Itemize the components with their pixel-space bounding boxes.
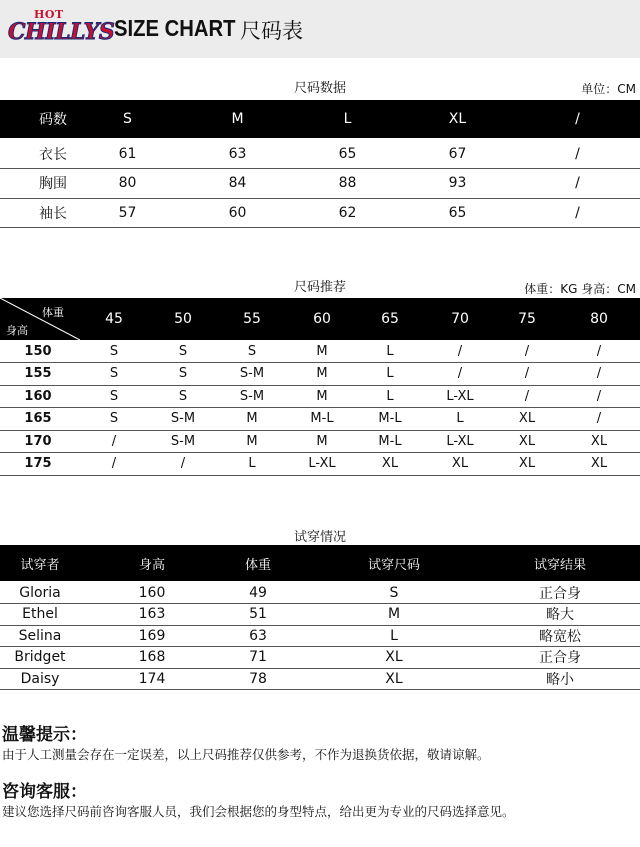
recommend-size-cell: XL (518, 411, 536, 426)
size-data-header-cell: L (343, 111, 352, 127)
fitting-cell: 略大 (546, 607, 574, 623)
recommend-size-cell: / (457, 343, 463, 359)
fitting-cell: 169 (138, 627, 166, 644)
height-cell: 160 (24, 388, 52, 404)
tip-title: 温馨提示： (2, 725, 87, 745)
recommend-size-cell: L-XL (446, 388, 474, 404)
size-data-header-cell: 码数 (39, 112, 67, 128)
recommend-size-cell: S-M (170, 433, 196, 449)
recommend-size-cell: S (109, 366, 119, 381)
size-data-row (0, 198, 640, 228)
recommend-size-cell: / (180, 456, 186, 471)
recommend-size-cell: / (111, 456, 117, 471)
fitting-cell: 正合身 (539, 650, 581, 666)
recommend-size-cell: M-L (378, 411, 402, 426)
height-cell: 175 (24, 456, 52, 471)
fitting-cell: Daisy (20, 670, 60, 687)
recommend-size-cell: M (246, 411, 258, 426)
fitting-cell: XL (385, 670, 403, 687)
recommend-size-cell: / (524, 343, 530, 359)
weight-header-cell: 80 (590, 311, 608, 327)
recommend-size-cell: / (457, 366, 463, 381)
fitting-row (0, 582, 640, 604)
fitting-cell: S (389, 584, 399, 601)
logo-top-text: HOT (34, 8, 64, 21)
recommend-size-cell: S (178, 388, 188, 404)
recommend-row (0, 385, 640, 408)
header-bar (0, 0, 640, 58)
fitting-cell: Bridget (14, 649, 66, 665)
recommend-size-cell: M (316, 343, 328, 359)
fitting-cell: 71 (249, 649, 267, 665)
recommend-size-cell: S (178, 366, 188, 381)
recommend-size-cell: S-M (170, 411, 196, 426)
recommend-size-cell: / (596, 343, 602, 359)
recommend-corner-cell (0, 298, 80, 340)
recommend-size-cell: XL (518, 456, 536, 471)
fitting-cell: 略小 (546, 671, 574, 688)
recommend-size-cell: S-M (239, 388, 265, 404)
height-cell: 165 (24, 411, 52, 426)
recommend-size-cell: L (248, 456, 256, 471)
fitting-cell: L (390, 627, 398, 644)
fitting-cell: Gloria (19, 584, 61, 601)
service-text: 建议您选择尺码前咨询客服人员，我们会根据您的身型特点，给出更为专业的尺码选择意见。 (2, 804, 515, 819)
recommend-size-cell: M (316, 388, 328, 404)
recommend-size-cell: / (524, 366, 530, 381)
fitting-cell: Ethel (22, 606, 58, 622)
size-data-cell: 84 (228, 175, 247, 191)
fitting-caption: 试穿情况 (293, 530, 346, 545)
recommend-size-cell: M (316, 366, 328, 381)
recommend-size-cell: XL (518, 433, 536, 449)
size-data-row (0, 169, 640, 199)
recommend-size-cell: S-M (239, 366, 265, 381)
fitting-header-cell: 体重 (244, 557, 271, 573)
recommend-size-cell: / (524, 388, 530, 404)
size-data-header-row (0, 100, 640, 138)
size-data-cell: 65 (338, 145, 357, 162)
fitting-header-cell: 身高 (138, 557, 165, 573)
fitting-row (0, 647, 640, 669)
fitting-row (0, 668, 640, 690)
height-cell: 155 (24, 366, 52, 381)
brand-logo (8, 8, 115, 50)
recommend-size-cell: S (109, 411, 119, 426)
recommend-size-cell: L (386, 343, 394, 359)
size-data-header-cell: XL (448, 111, 467, 127)
recommend-size-cell: M-L (310, 411, 334, 426)
tip-text: 由于人工测量会存在一定误差，以上尺码推荐仅供参考，不作为退换货依据，敬请谅解。 (2, 747, 490, 762)
size-data-cell: 93 (448, 175, 467, 191)
recommend-size-cell: / (596, 388, 602, 404)
service-title: 咨询客服： (2, 782, 87, 802)
recommend-size-cell: L-XL (446, 433, 474, 449)
corner-weight-label: 体重 (42, 306, 64, 319)
size-data-cell: 65 (448, 204, 467, 221)
recommend-size-cell: / (596, 366, 602, 381)
size-data-cell: / (575, 145, 580, 162)
recommend-size-cell: M-L (378, 433, 402, 449)
fitting-cell: 略宽松 (539, 628, 581, 645)
fitting-cell: 78 (249, 670, 267, 687)
size-data-cell: 80 (118, 175, 137, 191)
size-data-cell: 67 (448, 145, 467, 162)
recommend-header-row (0, 298, 640, 340)
recommend-size-cell: M (246, 433, 258, 449)
size-data-cell: 63 (228, 145, 247, 162)
recommend-size-cell: S (178, 343, 188, 359)
recommend-size-cell: L (456, 411, 464, 426)
recommend-row (0, 340, 640, 363)
fitting-cell: 160 (138, 584, 166, 601)
size-data-unit: 单位：CM (581, 82, 636, 96)
fitting-cell: 163 (138, 606, 166, 622)
recommend-row (0, 430, 640, 453)
fitting-row (0, 604, 640, 626)
fitting-row (0, 625, 640, 647)
size-data-header-cell: / (575, 111, 580, 127)
size-data-cell: 62 (338, 204, 357, 221)
weight-header-cell: 50 (174, 311, 192, 327)
page-title-zh: 尺码表 (240, 19, 303, 43)
recommend-size-cell: M (316, 433, 328, 449)
corner-height-label: 身高 (6, 324, 28, 337)
size-data-header-cell: M (231, 111, 244, 127)
recommend-size-cell: L (386, 388, 394, 404)
recommend-size-cell: L-XL (308, 456, 336, 471)
recommend-size-cell: S (247, 343, 257, 359)
size-data-cell: 胸围 (39, 176, 67, 192)
size-data-cell: 60 (228, 204, 247, 221)
recommend-row (0, 408, 640, 431)
height-cell: 150 (24, 343, 52, 359)
weight-header-cell: 55 (243, 311, 261, 327)
size-data-caption: 尺码数据 (293, 81, 346, 96)
recommend-size-cell: S (109, 343, 119, 359)
fitting-header-row (0, 545, 640, 581)
weight-header-cell: 75 (518, 311, 536, 327)
fitting-cell: 正合身 (539, 585, 581, 602)
recommend-size-cell: XL (451, 456, 469, 471)
size-data-cell: 61 (118, 145, 137, 162)
fitting-header-cell: 试穿结果 (533, 557, 586, 573)
height-cell: 170 (24, 433, 52, 449)
page-title-en: SIZE CHART (114, 15, 236, 41)
size-data-cell: / (575, 204, 580, 221)
fitting-cell: 168 (138, 649, 166, 665)
fitting-cell: XL (385, 649, 403, 665)
recommend-size-cell: XL (590, 456, 608, 471)
fitting-cell: 49 (249, 584, 267, 601)
recommend-row (0, 453, 640, 476)
size-data-cell: / (575, 175, 580, 191)
fitting-cell: 174 (138, 670, 166, 687)
fitting-cell: 63 (249, 627, 267, 644)
recommend-caption: 尺码推荐 (293, 280, 346, 295)
size-data-header-cell: S (123, 111, 132, 127)
fitting-cell: 51 (249, 606, 267, 622)
size-data-cell: 衣长 (39, 146, 67, 163)
weight-header-cell: 65 (381, 311, 399, 327)
recommend-size-cell: XL (590, 433, 608, 449)
weight-header-cell: 60 (313, 311, 331, 327)
recommend-size-cell: L (386, 366, 394, 381)
recommend-size-cell: / (111, 433, 117, 449)
fitting-header-cell: 试穿尺码 (367, 557, 420, 573)
recommend-size-cell: / (596, 411, 602, 426)
weight-header-cell: 70 (451, 311, 469, 327)
fitting-header-cell: 试穿者 (20, 557, 60, 573)
recommend-size-cell: S (109, 388, 119, 404)
logo-main-text: CHILLYS (8, 19, 115, 45)
size-data-row (0, 139, 640, 169)
size-data-cell: 袖长 (39, 205, 67, 222)
recommend-row (0, 363, 640, 386)
fitting-cell: Selina (18, 627, 62, 644)
recommend-unit: 体重：KG 身高：CM (524, 282, 636, 296)
recommend-size-cell: XL (381, 456, 399, 471)
weight-header-cell: 45 (105, 311, 123, 327)
size-data-cell: 57 (118, 204, 137, 221)
size-data-cell: 88 (338, 175, 357, 191)
fitting-cell: M (387, 606, 401, 622)
